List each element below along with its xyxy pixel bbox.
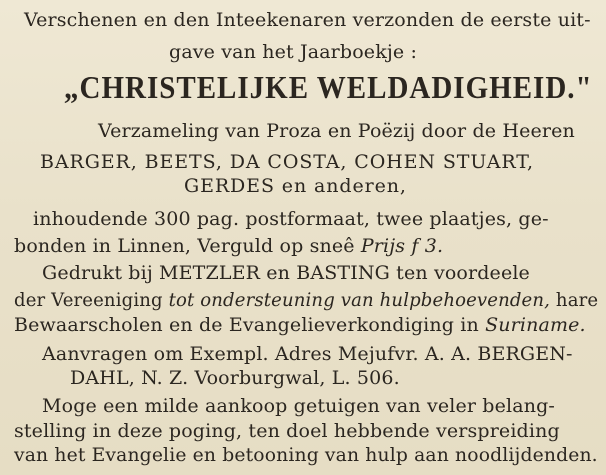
author-names-continued: GERDES en anderen,: [184, 175, 407, 197]
book-title: „CHRISTELIJKE WELDADIGHEID.": [64, 70, 593, 106]
text-line-15: stelling in deze poging, ten doel hebbende verspreiding: [14, 420, 560, 442]
association-name: der Vereeniging: [14, 289, 163, 311]
text-line-1: Verschenen en den Inteekenaren verzonden de eerste uit-: [24, 9, 591, 31]
association-suffix: hare: [555, 289, 599, 311]
price: Prijs f 3.: [360, 235, 444, 257]
association-purpose: tot ondersteuning van hulpbehoevenden,: [168, 289, 551, 311]
text-line-8: [14, 237, 443, 256]
text-line-11: [14, 316, 586, 335]
text-line-13: DAHL, N. Z. Voorburgwal, L. 506.: [70, 367, 400, 389]
mission-text: Bewaarscholen en de Evangelieverkondiging in: [14, 314, 479, 336]
text-line-16: van het Evangelie en betooning van hulp aan noodlijdenden.: [14, 444, 598, 466]
text-line-4: Verzameling van Proza en Poëzij door de Heeren: [98, 120, 575, 142]
location-suriname: Suriname.: [485, 314, 586, 336]
text-line-7: inhoudende 300 pag. postformaat, twee plaatjes, ge-: [33, 208, 549, 230]
author-names: BARGER, BEETS, DA COSTA, COHEN STUART,: [40, 151, 534, 173]
text-line-14: Moge een milde aankoop getuigen van veler belang-: [42, 395, 555, 417]
text-line-10: [14, 291, 598, 310]
text-line-12: Aanvragen om Exempl. Adres Mejufvr. A. A. BERGEN-: [42, 343, 573, 365]
binding-description: bonden in Linnen, Verguld op sneê: [14, 235, 355, 257]
text-line-2: gave van het Jaarboekje :: [169, 41, 418, 63]
text-line-9: Gedrukt bij METZLER en BASTING ten voordeele: [42, 262, 530, 284]
